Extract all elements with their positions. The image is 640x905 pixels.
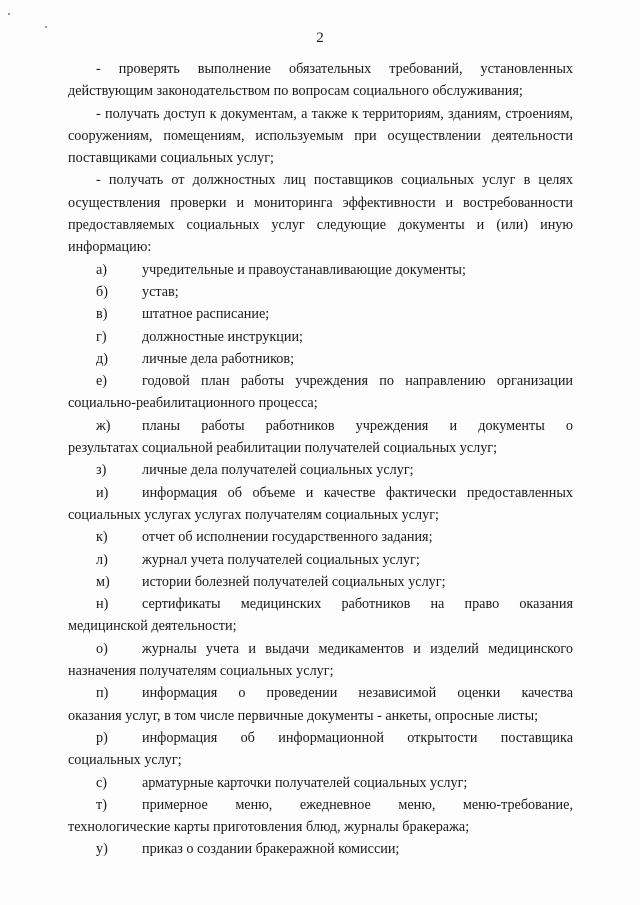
list-item-letter: п) bbox=[96, 685, 109, 702]
list-item bbox=[68, 482, 573, 527]
list-item-letter: д) bbox=[96, 350, 108, 367]
list-item bbox=[68, 303, 573, 325]
list-item-continuation: оказания услуг, в том числе первичные документы - анкеты, опросные листы; bbox=[68, 707, 539, 724]
list-item-text: арматурные карточки получателей социальных услуг; bbox=[142, 774, 468, 791]
list-item bbox=[68, 838, 573, 860]
list-item-letter: и) bbox=[96, 484, 109, 501]
list-item bbox=[68, 638, 573, 683]
list-item-text: учредительные и правоустанавливающие документы; bbox=[142, 261, 466, 278]
list-item-continuation: назначения получателям социальных услуг; bbox=[68, 663, 334, 680]
list-item-continuation: социальных услуг; bbox=[68, 752, 182, 769]
list-item-letter: т) bbox=[96, 796, 107, 813]
list-item-text: устав; bbox=[142, 283, 179, 300]
list-item-letter: ж) bbox=[96, 417, 111, 434]
list-item bbox=[68, 682, 573, 727]
list-item bbox=[68, 593, 573, 638]
list-item bbox=[68, 281, 573, 303]
list-item-letter: о) bbox=[96, 640, 108, 657]
list-item-letter: з) bbox=[96, 462, 107, 479]
list-item-continuation: результатах социальной реабилитации получателей социальных услуг; bbox=[68, 440, 498, 457]
list-item-letter: е) bbox=[96, 373, 108, 390]
list-item bbox=[68, 772, 573, 794]
list-item-letter: в) bbox=[96, 306, 108, 323]
list-item-letter: м) bbox=[96, 573, 110, 590]
list-item bbox=[68, 549, 573, 571]
page-number: 2 bbox=[316, 30, 324, 46]
list-item-text: журнал учета получателей социальных услуг; bbox=[142, 551, 420, 568]
list-item-text: планы работы работников учреждения и документы о bbox=[142, 417, 573, 434]
list-item-continuation: социальных услугах услугах получателям социальных услуг; bbox=[68, 506, 439, 523]
list-item-text: штатное расписание; bbox=[142, 306, 270, 323]
list-item-continuation: технологические карты приготовления блюд, журналы бракеража; bbox=[68, 819, 470, 836]
document-list bbox=[68, 259, 573, 861]
list-item-text: информация об объеме и качестве фактически предоставленных bbox=[142, 484, 573, 501]
paragraph: - получать от должностных лиц поставщиков социальных услуг в целях осуществления проверки и мониторинга эффективности и востребованности предоставляемых социальных услуг следующие документы и (или) иную информацию: bbox=[68, 172, 573, 256]
list-item-text: приказ о создании бракеражной комиссии; bbox=[142, 841, 400, 858]
list-item bbox=[68, 794, 573, 839]
list-item bbox=[68, 370, 573, 415]
list-item-letter: р) bbox=[96, 729, 108, 746]
list-item-letter: с) bbox=[96, 774, 108, 791]
list-item-letter: а) bbox=[96, 261, 108, 278]
list-item bbox=[68, 727, 573, 772]
list-item-text: сертификаты медицинских работников на право оказания bbox=[142, 596, 573, 613]
list-item-text: журналы учета и выдачи медикаментов и изделий медицинского bbox=[142, 640, 573, 657]
list-item-text: годовой план работы учреждения по направлению организации bbox=[142, 373, 573, 390]
list-item bbox=[68, 259, 573, 281]
list-item-text: отчет об исполнении государственного задания; bbox=[142, 529, 433, 546]
list-item-letter: л) bbox=[96, 551, 108, 568]
list-item-text: примерное меню, ежедневное меню, меню-требование, bbox=[142, 796, 573, 813]
list-item-letter: б) bbox=[96, 283, 108, 300]
list-item bbox=[68, 459, 573, 481]
document-body bbox=[68, 58, 573, 861]
list-item bbox=[68, 348, 573, 370]
list-item-text: информация о проведении независимой оценки качества bbox=[142, 685, 573, 702]
list-item-text: личные дела работников; bbox=[142, 350, 295, 367]
list-item bbox=[68, 526, 573, 548]
scan-speck bbox=[8, 13, 10, 15]
list-item-continuation: медицинской деятельности; bbox=[68, 618, 237, 635]
list-item-continuation: социально-реабилитационного процесса; bbox=[68, 395, 318, 412]
list-item bbox=[68, 415, 573, 460]
paragraph: - проверять выполнение обязательных требований, установленных действующим законодательством по вопросам социального обслуживания; bbox=[68, 61, 573, 100]
list-item-text: должностные инструкции; bbox=[142, 328, 303, 345]
list-item-letter: н) bbox=[96, 596, 109, 613]
list-item-text: личные дела получателей социальных услуг; bbox=[142, 462, 414, 479]
list-item-letter: у) bbox=[96, 841, 108, 858]
list-item-text: истории болезней получателей социальных услуг; bbox=[142, 573, 446, 590]
scan-speck bbox=[45, 26, 47, 28]
list-item-letter: г) bbox=[96, 328, 107, 345]
list-item-letter: к) bbox=[96, 529, 108, 546]
list-item bbox=[68, 571, 573, 593]
list-item-text: информация об информационной открытости поставщика bbox=[142, 729, 573, 746]
paragraph: - получать доступ к документам, а также к территориям, зданиям, строениям, сооружениям, помещениям, используемым при осуществлении деятельности поставщиками социальных услуг; bbox=[68, 105, 573, 167]
list-item bbox=[68, 326, 573, 348]
